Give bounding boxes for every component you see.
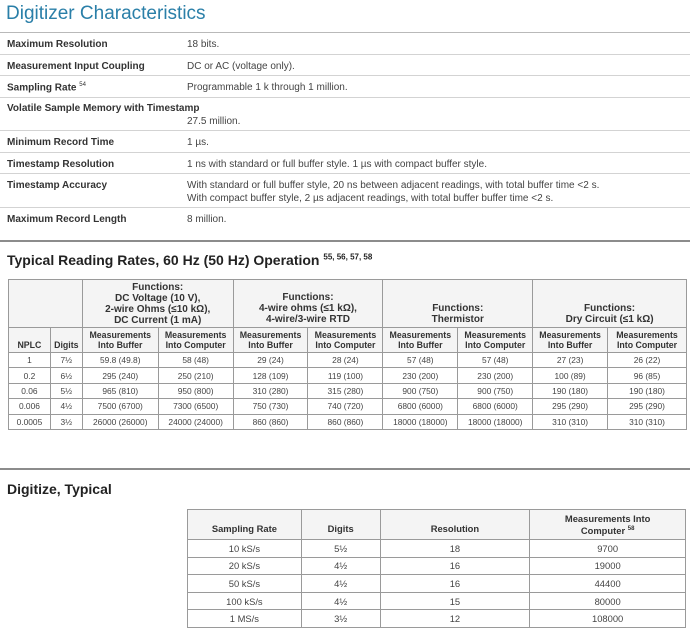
rate-cell: 1 MS/s bbox=[188, 610, 302, 628]
char-row bbox=[0, 98, 690, 131]
rate-cell: 28 (24) bbox=[308, 353, 383, 368]
computer-header bbox=[308, 328, 383, 353]
computer-cell: 9700 bbox=[530, 540, 686, 558]
group-line: DC Current (1 mA) bbox=[114, 314, 202, 326]
group-header bbox=[82, 280, 233, 328]
footnote-ref: 55, 56, 57, 58 bbox=[323, 252, 373, 262]
rate-cell: 58 (48) bbox=[158, 353, 233, 368]
char-value: 8 million. bbox=[187, 214, 227, 225]
char-label: Minimum Record Time bbox=[7, 137, 115, 148]
rate-cell: 57 (48) bbox=[458, 353, 533, 368]
rate-cell: 26 (22) bbox=[608, 353, 687, 368]
sub-line: Measurements bbox=[89, 330, 152, 340]
rate-cell: 250 (210) bbox=[158, 368, 233, 383]
header-line: Measurements Into bbox=[564, 512, 651, 524]
computer-cell: 108000 bbox=[530, 610, 686, 628]
table-row bbox=[188, 575, 686, 593]
char-label-text: Sampling Rate bbox=[7, 82, 77, 94]
digitize-table bbox=[187, 509, 686, 628]
rate-cell: 315 (280) bbox=[308, 383, 383, 398]
rate-cell: 190 (180) bbox=[608, 383, 687, 398]
rate-cell: 750 (730) bbox=[233, 399, 308, 414]
sub-line: Into Computer bbox=[465, 340, 526, 350]
rate-cell: 860 (860) bbox=[308, 414, 383, 429]
computer-header bbox=[530, 510, 686, 540]
rate-cell: 6800 (6000) bbox=[383, 399, 458, 414]
table-row bbox=[9, 399, 687, 414]
char-row bbox=[0, 76, 690, 98]
group-line: DC Voltage (10 V), bbox=[115, 292, 201, 304]
nplc-header: NPLC bbox=[9, 328, 51, 353]
char-label: Volatile Sample Memory with Timestamp bbox=[7, 103, 200, 114]
rate-cell: 57 (48) bbox=[383, 353, 458, 368]
group-header bbox=[233, 280, 383, 328]
rate-cell: 7500 (6700) bbox=[82, 399, 158, 414]
nplc-cell: 1 bbox=[9, 353, 51, 368]
group-line: 2-wire Ohms (≤10 kΩ), bbox=[105, 303, 211, 315]
char-value: With standard or full buffer style, 20 ns between adjacent readings, with total buffer time <2 s. bbox=[187, 180, 600, 191]
rate-cell: 24000 (24000) bbox=[158, 414, 233, 429]
header-line bbox=[530, 524, 685, 536]
sub-line: Into Computer bbox=[165, 340, 226, 350]
computer-cell: 80000 bbox=[530, 592, 686, 610]
rate-cell: 230 (200) bbox=[458, 368, 533, 383]
resolution-cell: 16 bbox=[380, 575, 530, 593]
computer-header bbox=[608, 328, 687, 353]
sub-line: Into Buffer bbox=[98, 340, 143, 350]
rate-cell: 59.8 (49.8) bbox=[82, 353, 158, 368]
sub-line: Measurements bbox=[616, 330, 678, 340]
rate-cell: 10 kS/s bbox=[188, 540, 302, 558]
rate-cell: 18000 (18000) bbox=[383, 414, 458, 429]
digits-cell: 3½ bbox=[301, 610, 380, 628]
digitize-heading: Digitize, Typical bbox=[7, 481, 112, 497]
rate-cell: 50 kS/s bbox=[188, 575, 302, 593]
rates-heading bbox=[7, 252, 372, 268]
nplc-cell: 0.006 bbox=[9, 399, 51, 414]
footnote-ref: 54 bbox=[79, 82, 86, 88]
table-row bbox=[9, 353, 687, 368]
rate-cell: 100 (89) bbox=[533, 368, 608, 383]
computer-cell: 44400 bbox=[530, 575, 686, 593]
nplc-cell: 0.06 bbox=[9, 383, 51, 398]
table-row bbox=[9, 368, 687, 383]
table-row bbox=[9, 414, 687, 429]
digits-cell: 4½ bbox=[50, 399, 82, 414]
resolution-header: Resolution bbox=[380, 510, 530, 540]
rate-cell: 295 (290) bbox=[533, 399, 608, 414]
nplc-cell: 0.2 bbox=[9, 368, 51, 383]
rate-cell: 310 (280) bbox=[233, 383, 308, 398]
sampling-rate-header: Sampling Rate bbox=[188, 510, 302, 540]
rate-cell: 20 kS/s bbox=[188, 557, 302, 575]
char-row bbox=[0, 208, 690, 230]
resolution-cell: 16 bbox=[380, 557, 530, 575]
header-line-text: Computer bbox=[580, 525, 626, 537]
char-label: Maximum Record Length bbox=[7, 214, 127, 225]
buffer-header bbox=[233, 328, 308, 353]
rate-cell: 965 (810) bbox=[82, 383, 158, 398]
digits-cell: 5½ bbox=[301, 540, 380, 558]
rate-cell: 740 (720) bbox=[308, 399, 383, 414]
resolution-cell: 15 bbox=[380, 592, 530, 610]
char-label: Measurement Input Coupling bbox=[7, 61, 145, 72]
section-divider bbox=[0, 468, 690, 470]
group-line: 4-wire/3-wire RTD bbox=[266, 314, 350, 325]
resolution-cell: 12 bbox=[380, 610, 530, 628]
resolution-cell: 18 bbox=[380, 540, 530, 558]
char-value: DC or AC (voltage only). bbox=[187, 61, 295, 72]
computer-cell: 19000 bbox=[530, 557, 686, 575]
rate-cell: 6800 (6000) bbox=[458, 399, 533, 414]
buffer-header bbox=[82, 328, 158, 353]
digits-cell: 5½ bbox=[50, 383, 82, 398]
group-line: Functions: bbox=[132, 281, 184, 293]
table-row bbox=[9, 383, 687, 398]
rate-cell: 295 (290) bbox=[608, 399, 687, 414]
char-value-line2: With compact buffer style, 2 µs adjacent readings, with total buffer buffer time <2 s. bbox=[187, 193, 554, 204]
sub-line: Into Buffer bbox=[547, 340, 593, 350]
sub-line: Into Buffer bbox=[248, 340, 293, 350]
rate-cell: 900 (750) bbox=[458, 383, 533, 398]
sub-line: Measurements bbox=[164, 330, 227, 340]
reading-rates-table bbox=[8, 279, 687, 430]
rate-cell: 96 (85) bbox=[608, 368, 687, 383]
group-line: Functions: bbox=[282, 292, 334, 303]
char-row bbox=[0, 33, 690, 55]
char-value: 1 ns with standard or full buffer style. 1 µs with compact buffer style. bbox=[187, 159, 487, 170]
nplc-cell: 0.0005 bbox=[9, 414, 51, 429]
digits-header: Digits bbox=[301, 510, 380, 540]
rate-cell: 18000 (18000) bbox=[458, 414, 533, 429]
char-value: Programmable 1 k through 1 million. bbox=[187, 82, 348, 93]
footnote-ref: 58 bbox=[627, 525, 635, 532]
table-row bbox=[188, 557, 686, 575]
sub-line: Measurements bbox=[464, 330, 527, 340]
page-title: Digitizer Characteristics bbox=[6, 3, 206, 24]
sub-line: Into Buffer bbox=[398, 340, 443, 350]
rate-cell: 27 (23) bbox=[533, 353, 608, 368]
buffer-header bbox=[533, 328, 608, 353]
sub-line: Into Computer bbox=[616, 340, 678, 350]
blank-header bbox=[9, 280, 83, 328]
digits-header: Digits bbox=[50, 328, 82, 353]
group-line: 4-wire ohms (≤1 kΩ), bbox=[258, 303, 357, 314]
rate-cell: 950 (800) bbox=[158, 383, 233, 398]
char-value: 18 bits. bbox=[187, 39, 220, 50]
section-divider bbox=[0, 240, 690, 242]
digits-cell: 6½ bbox=[50, 368, 82, 383]
sub-line: Measurements bbox=[314, 330, 377, 340]
digits-cell: 4½ bbox=[301, 592, 380, 610]
group-header bbox=[383, 280, 533, 328]
char-label: Timestamp Resolution bbox=[7, 159, 115, 170]
sub-line: Measurements bbox=[239, 330, 302, 340]
char-row bbox=[0, 55, 690, 76]
group-header bbox=[533, 280, 687, 328]
char-label: Timestamp Accuracy bbox=[7, 180, 108, 191]
char-row bbox=[0, 174, 690, 208]
rate-cell: 29 (24) bbox=[233, 353, 308, 368]
table-row bbox=[188, 592, 686, 610]
header-row bbox=[188, 510, 686, 540]
char-row bbox=[0, 153, 690, 174]
sub-line: Measurements bbox=[539, 330, 601, 340]
rate-cell: 100 kS/s bbox=[188, 592, 302, 610]
group-line: Dry Circuit (≤1 kΩ) bbox=[565, 313, 654, 325]
table-row bbox=[188, 540, 686, 558]
rate-cell: 119 (100) bbox=[308, 368, 383, 383]
rate-cell: 230 (200) bbox=[383, 368, 458, 383]
rate-cell: 860 (860) bbox=[233, 414, 308, 429]
characteristics-table bbox=[0, 33, 690, 230]
sub-header-row bbox=[9, 328, 687, 353]
rate-cell: 900 (750) bbox=[383, 383, 458, 398]
char-value: 27.5 million. bbox=[187, 116, 241, 127]
group-line: Functions: bbox=[432, 302, 484, 314]
table-row bbox=[188, 610, 686, 628]
char-value: 1 µs. bbox=[187, 137, 209, 148]
digits-cell: 3½ bbox=[50, 414, 82, 429]
sub-line: Into Computer bbox=[315, 340, 376, 350]
rate-cell: 310 (310) bbox=[533, 414, 608, 429]
digits-cell: 4½ bbox=[301, 575, 380, 593]
rate-cell: 26000 (26000) bbox=[82, 414, 158, 429]
char-label bbox=[7, 82, 86, 93]
group-line: Thermistor bbox=[431, 313, 484, 325]
rate-cell: 295 (240) bbox=[82, 368, 158, 383]
rate-cell: 7300 (6500) bbox=[158, 399, 233, 414]
group-line: Functions: bbox=[584, 302, 636, 314]
computer-header bbox=[158, 328, 233, 353]
char-label: Maximum Resolution bbox=[7, 39, 108, 50]
digits-cell: 7½ bbox=[50, 353, 82, 368]
rate-cell: 128 (109) bbox=[233, 368, 308, 383]
buffer-header bbox=[383, 328, 458, 353]
computer-header bbox=[458, 328, 533, 353]
group-header-row bbox=[9, 280, 687, 328]
char-row bbox=[0, 131, 690, 153]
digits-cell: 4½ bbox=[301, 557, 380, 575]
sub-line: Measurements bbox=[389, 330, 452, 340]
rate-cell: 190 (180) bbox=[533, 383, 608, 398]
rates-heading-text: Typical Reading Rates, 60 Hz (50 Hz) Operation bbox=[7, 252, 320, 268]
rate-cell: 310 (310) bbox=[608, 414, 687, 429]
